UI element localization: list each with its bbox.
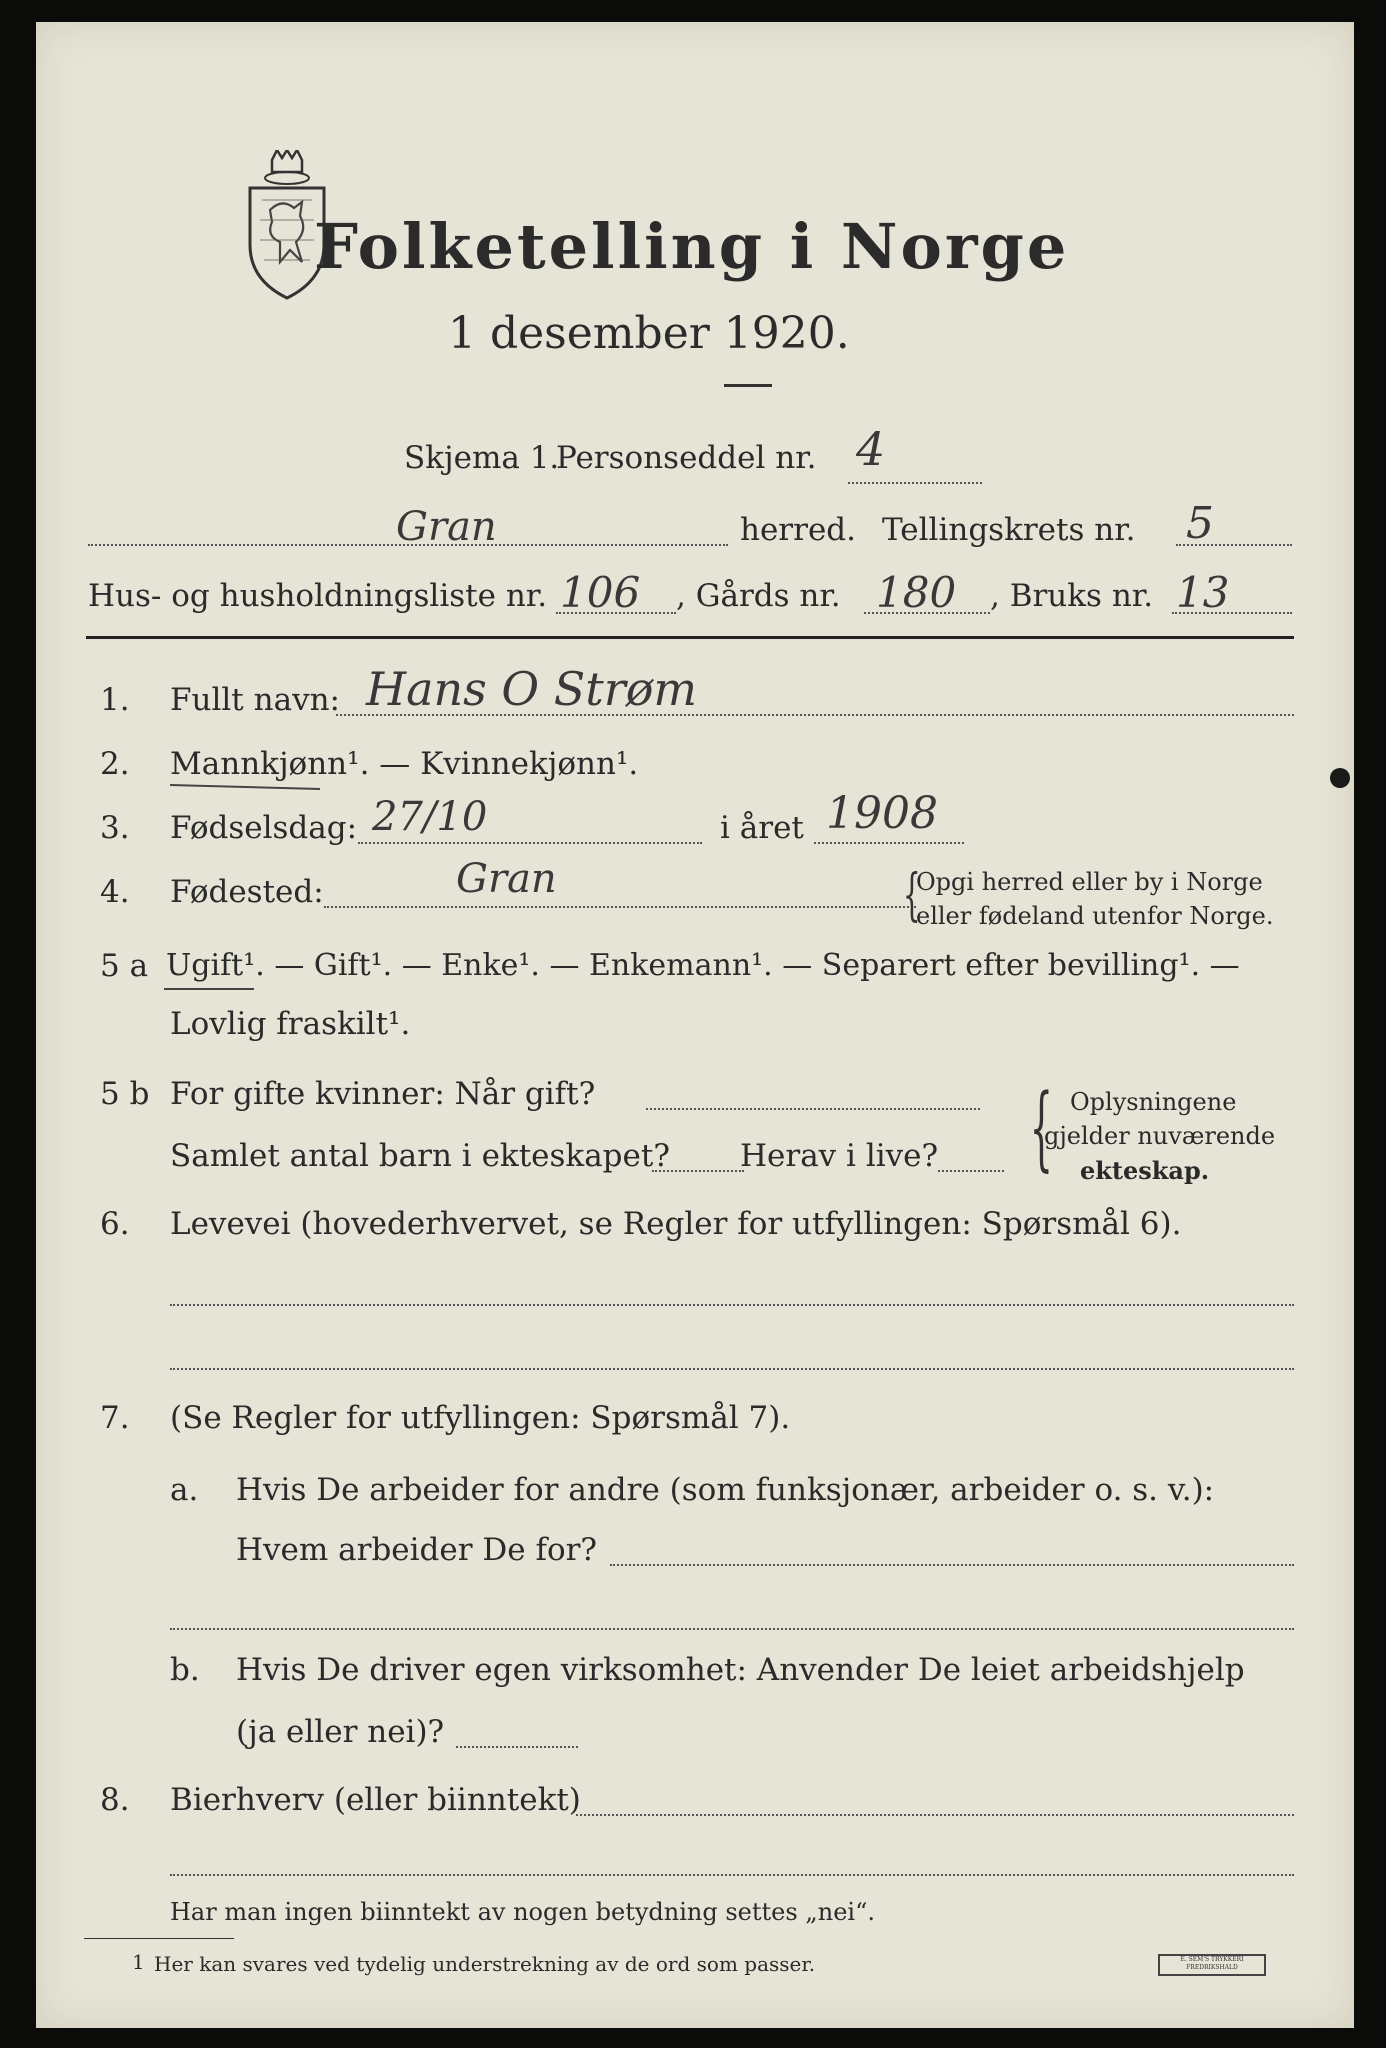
header-divider	[86, 636, 1294, 639]
q4-label: Fødested:	[170, 874, 324, 910]
q7a-letter: a.	[170, 1472, 199, 1508]
q7b-letter: b.	[170, 1652, 200, 1688]
census-date: 1 desember 1920.	[448, 308, 850, 359]
q8-line2[interactable]	[170, 1874, 1294, 1876]
q7b-label: Hvis De driver egen virksomhet: Anvender De leiet arbeidshjelp	[236, 1652, 1245, 1688]
q2-number: 2.	[100, 746, 130, 782]
gards-value[interactable]: 180	[876, 568, 957, 617]
q5b-note-line2: gjelder nuværende	[1044, 1122, 1276, 1150]
herred-label: herred.	[740, 512, 856, 548]
q4-note-line2: eller fødeland utenfor Norge.	[916, 902, 1274, 930]
personseddel-value[interactable]: 4	[856, 422, 886, 476]
printer-stamp: E. SEM'S TRYKKERI FREDRIKSHALD	[1158, 1954, 1266, 1976]
footnote-marker: 1	[132, 1950, 145, 1974]
hus-label: Hus- og husholdningsliste nr.	[88, 578, 548, 614]
q3-birthday-value[interactable]: 27/10	[372, 794, 488, 840]
q5a-marital-label: Ugift¹. — Gift¹. — Enke¹. — Enkemann¹. — Separert efter bevilling¹. —	[166, 948, 1240, 983]
q1-fullname-value[interactable]: Hans O Strøm	[366, 662, 698, 716]
q7b-hired-help-label: (ja eller nei)?	[236, 1714, 445, 1750]
q7a-line2[interactable]	[170, 1628, 1294, 1630]
q3-label: Fødselsdag:	[170, 810, 358, 846]
q5b-alive-label: Herav i live?	[740, 1138, 939, 1174]
q6-number: 6.	[100, 1206, 130, 1242]
q7a-employer-line[interactable]	[610, 1564, 1294, 1566]
q7a-employer-label: Hvem arbeider De for?	[236, 1532, 598, 1568]
q6-line2[interactable]	[170, 1368, 1294, 1370]
herred-value[interactable]: Gran	[396, 504, 497, 550]
q1-label: Fullt navn:	[170, 682, 340, 718]
q7a-label: Hvis De arbeider for andre (som funksjonær, arbeider o. s. v.):	[236, 1472, 1215, 1508]
form-title: Folketelling i Norge	[314, 210, 1070, 283]
q5b-note-line1: Oplysningene	[1070, 1088, 1237, 1116]
q5b-note-line3: ekteskap.	[1080, 1156, 1210, 1185]
q8-line[interactable]	[576, 1814, 1294, 1816]
q5b-children-line	[652, 1170, 744, 1172]
personseddel-label: Personseddel nr.	[556, 440, 817, 476]
q4-birthplace-value[interactable]: Gran	[456, 856, 557, 902]
tellingskrets-value[interactable]: 5	[1186, 498, 1214, 549]
q7b-line[interactable]	[456, 1746, 578, 1748]
q5b-married-line	[646, 1108, 980, 1110]
q5a-underline-mark	[164, 988, 254, 990]
q2-gender-label: Mannkjønn¹. — Kvinnekjønn¹.	[170, 746, 639, 782]
bruks-value[interactable]: 13	[1176, 568, 1230, 617]
q6-line1[interactable]	[170, 1304, 1294, 1306]
census-form-sheet	[36, 22, 1354, 2028]
q3-number: 3.	[100, 810, 130, 846]
q5a-label-line2: Lovlig fraskilt¹.	[170, 1006, 411, 1042]
tellingskrets-label: Tellingskrets nr.	[882, 512, 1136, 548]
q5b-brace: {	[1029, 1074, 1053, 1181]
q5b-children-label: Samlet antal barn i ekteskapet?	[170, 1138, 670, 1174]
q2-underline-mark	[170, 784, 320, 790]
q8-note: Har man ingen biinntekt av nogen betydning settes „nei“.	[170, 1898, 875, 1926]
bruks-label: , Bruks nr.	[990, 578, 1154, 614]
q8-number: 8.	[100, 1782, 130, 1818]
title-separator	[724, 384, 772, 387]
q5a-number: 5 a	[100, 948, 149, 984]
gards-label: , Gårds nr.	[676, 578, 841, 614]
q7-number: 7.	[100, 1400, 130, 1436]
q1-number: 1.	[100, 682, 130, 718]
q5b-number: 5 b	[100, 1076, 150, 1112]
ink-spot	[1330, 768, 1350, 788]
q3-year-value[interactable]: 1908	[826, 788, 938, 839]
footnote-rule	[84, 1938, 234, 1939]
hus-value[interactable]: 106	[560, 568, 641, 617]
q3-year-label: i året	[720, 810, 804, 846]
q4-note-line1: Opgi herred eller by i Norge	[916, 868, 1263, 896]
q8-label: Bierhverv (eller biinntekt)	[170, 1782, 581, 1818]
q6-occupation-label: Levevei (hovederhvervet, se Regler for utfyllingen: Spørsmål 6).	[170, 1206, 1182, 1242]
q4-line	[324, 906, 916, 908]
skjema-label: Skjema 1.	[404, 440, 560, 476]
q4-brace: {	[902, 863, 921, 928]
q3-line	[358, 842, 702, 844]
q5b-alive-line	[938, 1170, 1004, 1172]
q5b-label: For gifte kvinner: Når gift?	[170, 1076, 596, 1112]
q3-year-line	[814, 842, 964, 844]
personseddel-line	[848, 482, 982, 484]
q7-label: (Se Regler for utfyllingen: Spørsmål 7).	[170, 1400, 791, 1436]
footnote-text: Her kan svares ved tydelig understrekning av de ord som passer.	[154, 1952, 816, 1976]
q4-number: 4.	[100, 874, 130, 910]
